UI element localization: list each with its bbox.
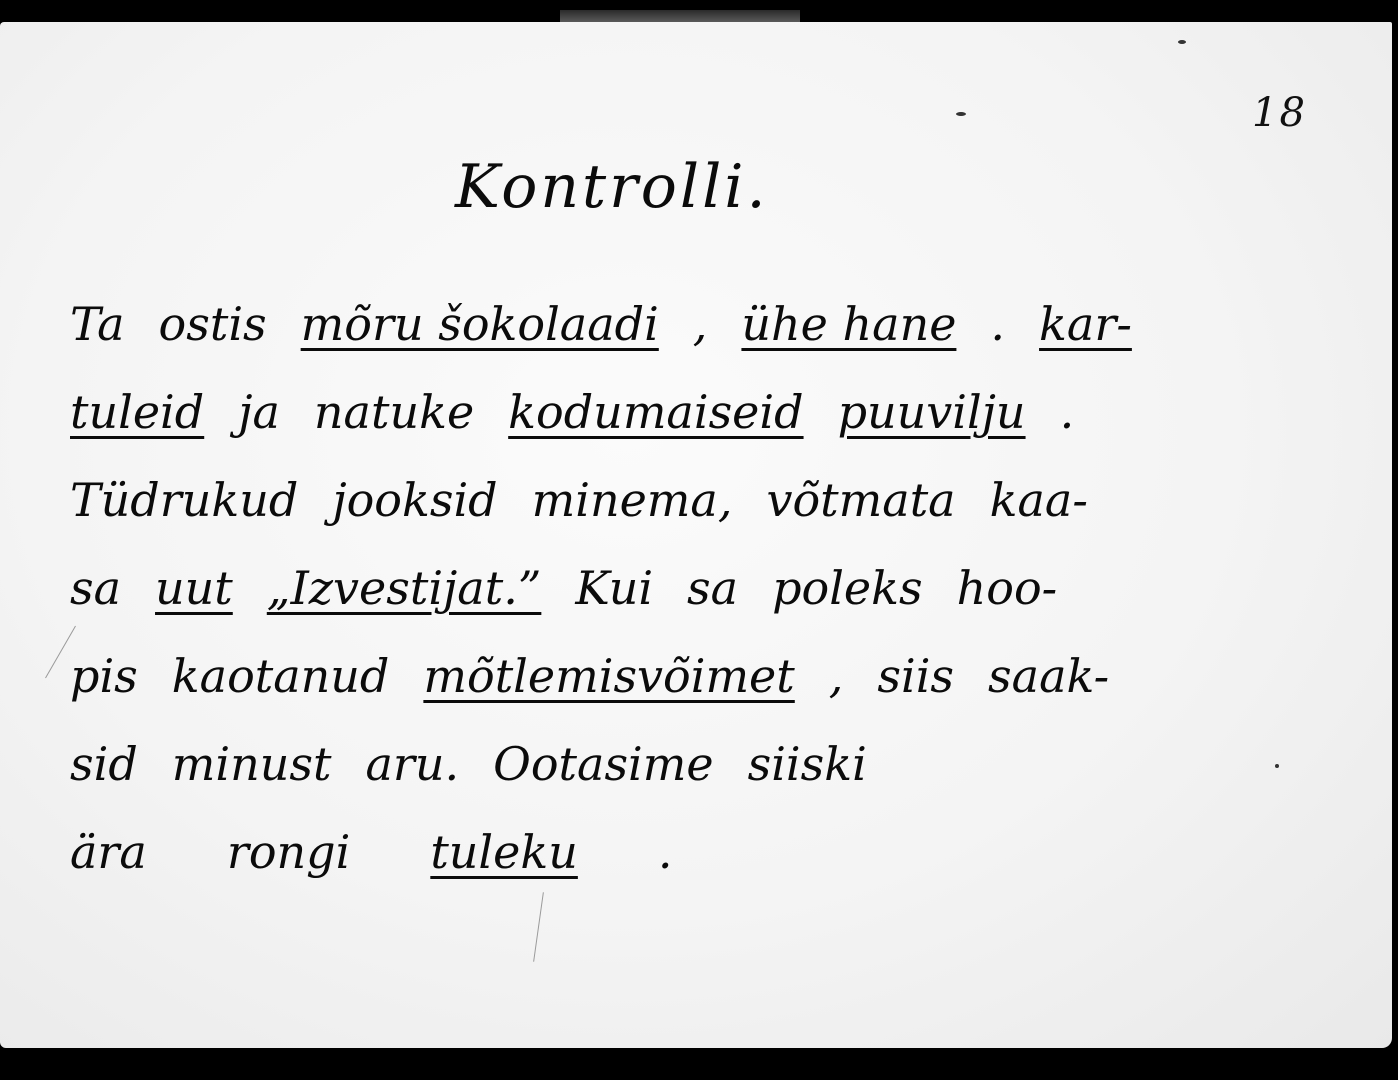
- word: saak-: [988, 649, 1110, 703]
- word: ,: [692, 297, 708, 351]
- word: pis: [70, 649, 138, 703]
- underlined-word: ühe hane: [741, 297, 957, 351]
- word: sa: [70, 561, 122, 615]
- word: ära: [70, 825, 147, 879]
- word: Tüdrukud: [70, 473, 299, 527]
- dust-spot: [1275, 764, 1279, 768]
- word: aru.: [365, 737, 460, 791]
- word: kaotanud: [171, 649, 390, 703]
- handwritten-text-block: [70, 280, 1310, 896]
- dust-spot: [1178, 40, 1186, 44]
- word: natuke: [313, 385, 475, 439]
- word: siiski: [747, 737, 867, 791]
- word: Ta: [70, 297, 125, 351]
- word: .: [1059, 385, 1075, 439]
- word: minema,: [531, 473, 733, 527]
- underlined-word: puuvilju: [837, 385, 1026, 439]
- text-line: [70, 544, 1310, 632]
- word: Ootasime: [493, 737, 714, 791]
- page-title: Kontrolli.: [455, 152, 769, 222]
- text-line: [70, 280, 1310, 368]
- word: ostis: [158, 297, 267, 351]
- word: Kui: [575, 561, 654, 615]
- word: jooksid: [332, 473, 498, 527]
- word: .: [990, 297, 1006, 351]
- underlined-word: „Izvestijat.”: [266, 561, 542, 615]
- underlined-word: uut: [155, 561, 233, 615]
- text-line: [70, 720, 1310, 808]
- word: sid: [70, 737, 138, 791]
- text-line: [70, 456, 1310, 544]
- underlined-word: tuleku: [430, 825, 578, 879]
- word: võtmata: [766, 473, 956, 527]
- word: minust: [171, 737, 332, 791]
- text-line: [70, 368, 1310, 456]
- text-line: [70, 632, 1310, 720]
- underlined-word: kodumaiseid: [508, 385, 804, 439]
- word: ja: [238, 385, 280, 439]
- word: siis: [877, 649, 955, 703]
- word: kaa-: [989, 473, 1088, 527]
- page-number: 18: [1252, 90, 1307, 136]
- dust-spot: [956, 112, 966, 116]
- underlined-word: tuleid: [70, 385, 205, 439]
- word: ,: [828, 649, 844, 703]
- slide-card: [0, 22, 1392, 1048]
- word: hoo-: [956, 561, 1058, 615]
- word: poleks: [772, 561, 923, 615]
- word: sa: [687, 561, 739, 615]
- text-line: [70, 808, 1310, 896]
- word: .: [657, 825, 673, 879]
- underlined-word: kar-: [1039, 297, 1132, 351]
- word: rongi: [226, 825, 351, 879]
- film-scratch: [533, 892, 544, 961]
- underlined-word: mõtlemisvõimet: [423, 649, 795, 703]
- underlined-word: mõru šokolaadi: [300, 297, 659, 351]
